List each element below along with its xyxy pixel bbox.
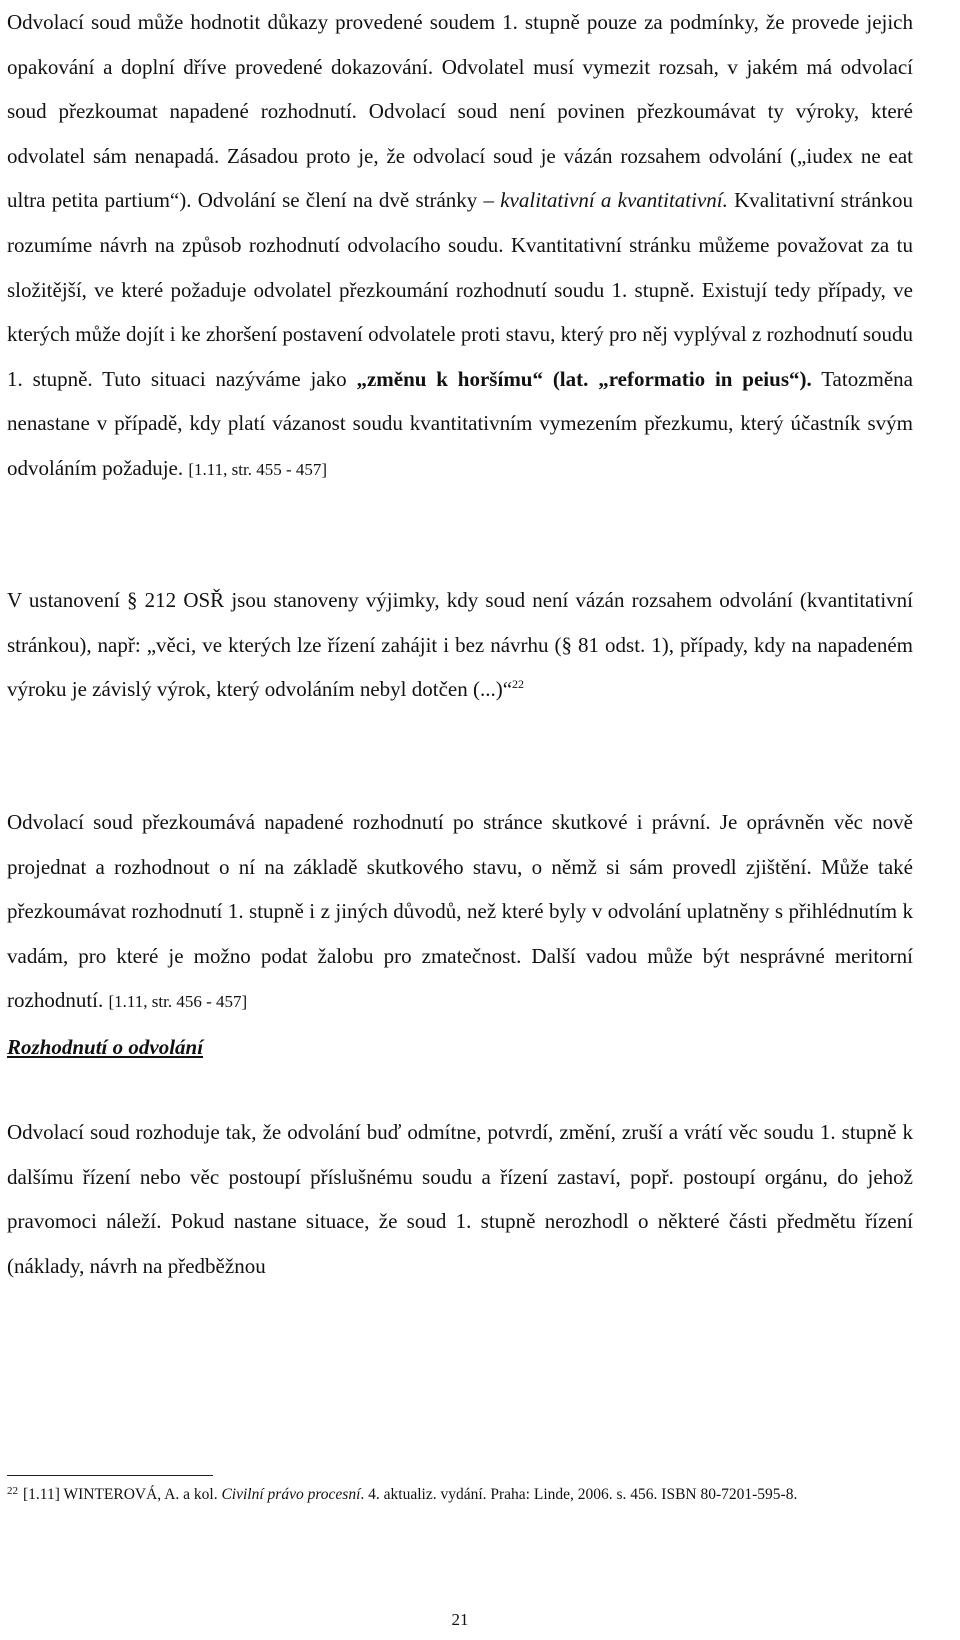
footnote-divider [7, 1475, 213, 1476]
paragraph-text: Tatozměna nenastane v případě, kdy platí vázanost soudu kvantitativním vymezením přezkumu, který účastník svým odvoláním požaduje. [7, 366, 914, 480]
paragraph-text: Odvolací soud může hodnotit důkazy provedené soudem 1. stupně pouze za podmínky, že provede jejich opakování a doplní dříve provedené dokazování. Odvolatel musí vymezit rozsah, v jakém má odvolací soud přezkoumat napadené rozhodnutí. Odvolací soud není povinen přezkoumávat ty výroky, které odvolatel sám nenapadá. Zásadou proto je, že odvolací soud je vázán rozsahem odvolání („iudex ne eat ultra petita partium“). Odvolání se člení na dvě stránky – [7, 10, 913, 213]
page-number: 21 [451, 1610, 469, 1629]
footnote-publication: . 4. aktualiz. vydání. Praha: Linde, 2006. s. 456. ISBN 80-7201-595-8. [360, 1486, 798, 1503]
paragraph-text: V ustanovení § 212 OSŘ jsou stanoveny výjimky, kdy soud není vázán rozsahem odvolání (kvantitativní stránkou), např: „věci, ve kterých lze řízení zahájit i bez návrhu (§ 81 odst. 1), případy, kdy na napadeném výroku je závislý výrok, který odvoláním nebyl dotčen (...)“ [7, 588, 913, 702]
paragraph-text: Odvolací soud přezkoumává napadené rozhodnutí po stránce skutkové i právní. Je oprávněn věc nově projednat a rozhodnout o ní na základě skutkového stavu, o němž si sám provedl zjištění. Může také přezkoumávat rozhodnutí 1. stupně i z jiných důvodů, než které byly v odvolání uplatněny s přihlédnutím k vadám, pro které je možno podat žalobu pro zmatečnost. Další vadou může být nesprávné meritorní rozhodnutí. [7, 810, 913, 1013]
paragraph-ustanoveni-212 [7, 578, 913, 712]
paragraph-odvolaci-soud-dukazy [7, 0, 913, 493]
footnote-title: Civilní právo procesní [221, 1486, 361, 1503]
paragraph-rozhoduje [7, 1110, 913, 1288]
footnote-reference[interactable]: 22 [512, 677, 525, 692]
paragraph-text: Kvalitativní stránkou rozumíme návrh na způsob rozhodnutí odvolacího soudu. Kvantitativní stránku můžeme považovat za tu složitější, ve které požaduje odvolatel přezkoumání rozhodnutí soudu 1. stupně. Existují tedy případy, ve kterých může dojít i ke zhoršení postavení odvolatele proti stavu, který pro něj vyplýval z rozhodnutí soudu 1. stupně. Tuto situaci nazýváme jako [7, 188, 913, 391]
footnote-text [7, 1484, 913, 1506]
footnote-author: [1.11] WINTEROVÁ, A. a kol. [23, 1486, 222, 1503]
footnote [7, 1484, 913, 1506]
citation-reference: [1.11, str. 456 - 457] [108, 992, 248, 1012]
emphasis-text: kvalitativní a kvantitativní. [500, 188, 728, 213]
bold-text: „změnu k horšímu“ (lat. „reformatio in peius“). [356, 366, 812, 391]
citation-reference: [1.11, str. 455 - 457] [188, 459, 328, 479]
paragraph-prezkoumava [7, 800, 913, 1025]
footnote-number: 22 [7, 1485, 18, 1497]
paragraph-text: Odvolací soud rozhoduje tak, že odvolání buď odmítne, potvrdí, změní, zruší a vrátí věc soudu 1. stupně k dalšímu řízení nebo věc postoupí příslušnému soudu a řízení zastaví, popř. postoupí orgánu, do jehož pravomoci náleží. Pokud nastane situace, že soud 1. stupně nerozhodl o některé části předmětu řízení (náklady, návrh na předběžnou [7, 1120, 913, 1278]
section-heading: Rozhodnutí o odvolání [7, 1035, 204, 1059]
